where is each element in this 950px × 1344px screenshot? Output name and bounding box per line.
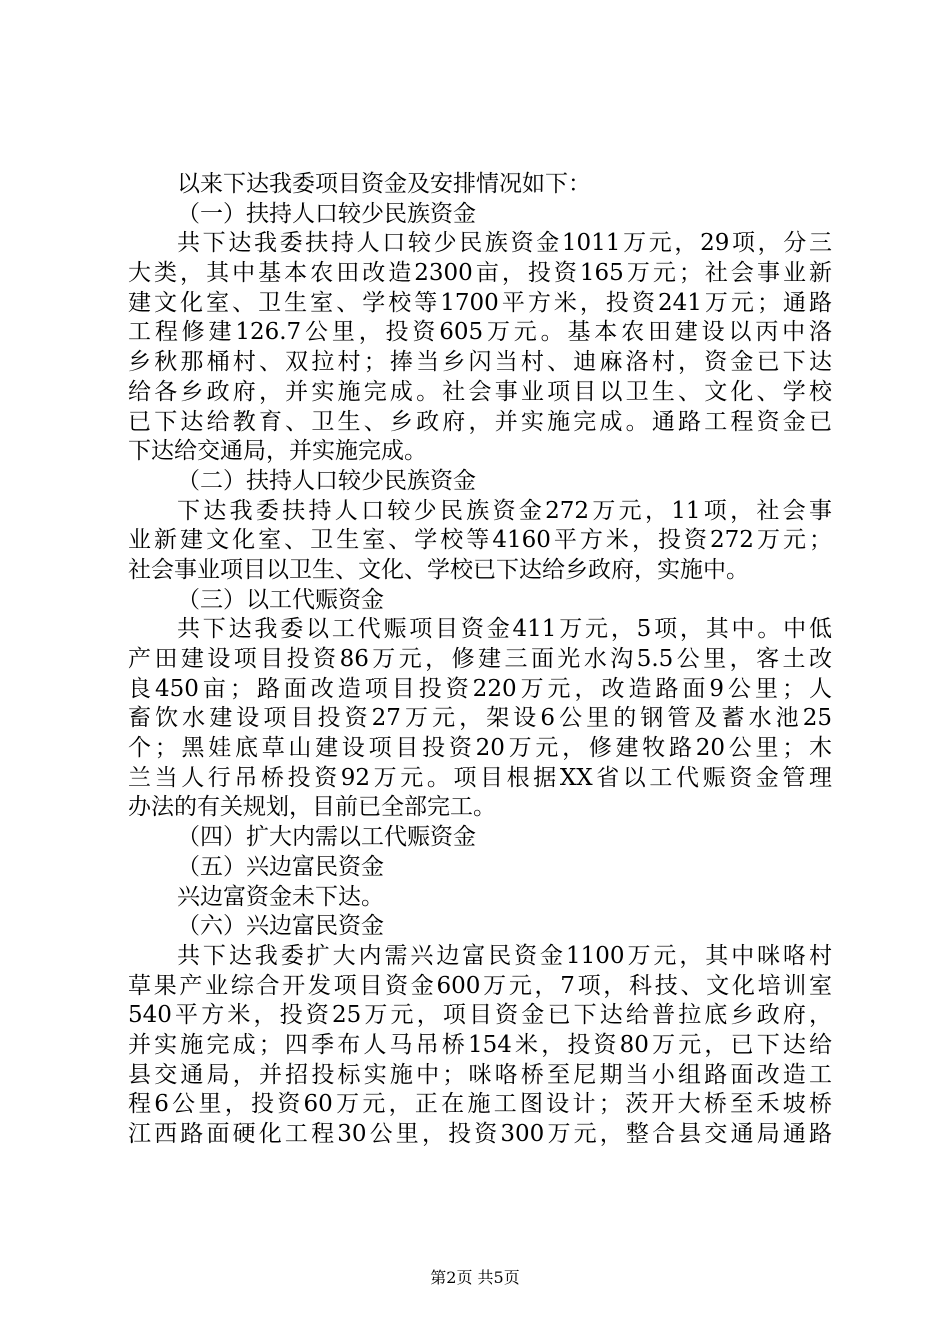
paragraph-line: 个；黑娃底草山建设项目投资20万元，修建牧路20公里；木 xyxy=(128,735,832,762)
paragraph-line: 以来下达我委项目资金及安排情况如下： xyxy=(177,171,591,197)
paragraph-line: 江西路面硬化工程30公里，投资300万元，整合县交通局通路 xyxy=(128,1121,832,1147)
paragraph-line: 兰当人行吊桥投资92万元。项目根据XX省以工代赈资金管理 xyxy=(128,764,832,791)
section-heading: （五）兴边富民资金 xyxy=(177,853,384,880)
paragraph-line: 共下达我委扩大内需兴边富民资金1100万元，其中咪咯村 xyxy=(177,942,832,969)
paragraph-line: 草果产业综合开发项目资金600万元，7项，科技、文化培训室 xyxy=(128,972,832,999)
section-heading: （一）扶持人口较少民族资金 xyxy=(177,200,476,227)
paragraph-line: 共下达我委扶持人口较少民族资金1011万元，29项，分三 xyxy=(177,230,832,257)
section-heading: （四）扩大内需以工代赈资金 xyxy=(177,824,476,851)
section-heading: （三）以工代赈资金 xyxy=(177,586,384,613)
paragraph-line: 产田建设项目投资86万元，修建三面光水沟5.5公里，客土改 xyxy=(128,646,832,672)
page-footer: 第2页 共5页 xyxy=(430,1268,520,1287)
paragraph-line: 已下达给教育、卫生、乡政府，并实施完成。通路工程资金已 xyxy=(128,408,832,435)
paragraph-line: 县交通局，并招投标实施中；咪咯桥至尼期当小组路面改造工 xyxy=(128,1061,832,1088)
paragraph-line: 建文化室、卫生室、学校等1700平方米，投资241万元；通路 xyxy=(128,289,832,316)
paragraph-line: 大类，其中基本农田改造2300亩，投资165万元；社会事业新 xyxy=(128,260,832,287)
paragraph-line: 共下达我委以工代赈项目资金411万元，5项，其中。中低 xyxy=(177,616,832,643)
paragraph-line: 办法的有关规划，目前已全部完工。 xyxy=(128,794,496,821)
paragraph-line: 乡秋那桶村、双拉村；捧当乡闪当村、迪麻洛村，资金已下达 xyxy=(128,349,832,376)
paragraph-line: 畜饮水建设项目投资27万元，架设6公里的钢管及蓄水池25 xyxy=(128,705,832,732)
paragraph-line: 兴边富资金未下达。 xyxy=(177,883,384,910)
document-body xyxy=(128,170,832,1150)
section-heading: （六）兴边富民资金 xyxy=(177,913,384,940)
paragraph-line: 良450亩；路面改造项目投资220万元，改造路面9公里；人 xyxy=(128,675,832,702)
paragraph-line: 给各乡政府，并实施完成。社会事业项目以卫生、文化、学校 xyxy=(128,378,832,405)
paragraph-line: 并实施完成；四季布人马吊桥154米，投资80万元，已下达给 xyxy=(128,1031,832,1058)
paragraph-line: 业新建文化室、卫生室、学校等4160平方米，投资272万元； xyxy=(128,527,832,554)
paragraph-line: 程6公里，投资60万元，正在施工图设计；茨开大桥至禾坡桥 xyxy=(128,1091,832,1118)
paragraph-line: 工程修建126.7公里，投资605万元。基本农田建设以丙中洛 xyxy=(128,319,832,346)
paragraph-line: 下达我委扶持人口较少民族资金272万元，11项，社会事 xyxy=(177,497,832,524)
paragraph-line: 540平方米，投资25万元，项目资金已下达给普拉底乡政府， xyxy=(128,1002,832,1029)
section-heading: （二）扶持人口较少民族资金 xyxy=(177,467,476,494)
paragraph-line: 下达给交通局，并实施完成。 xyxy=(128,438,427,465)
paragraph-line: 社会事业项目以卫生、文化、学校已下达给乡政府，实施中。 xyxy=(128,556,749,583)
